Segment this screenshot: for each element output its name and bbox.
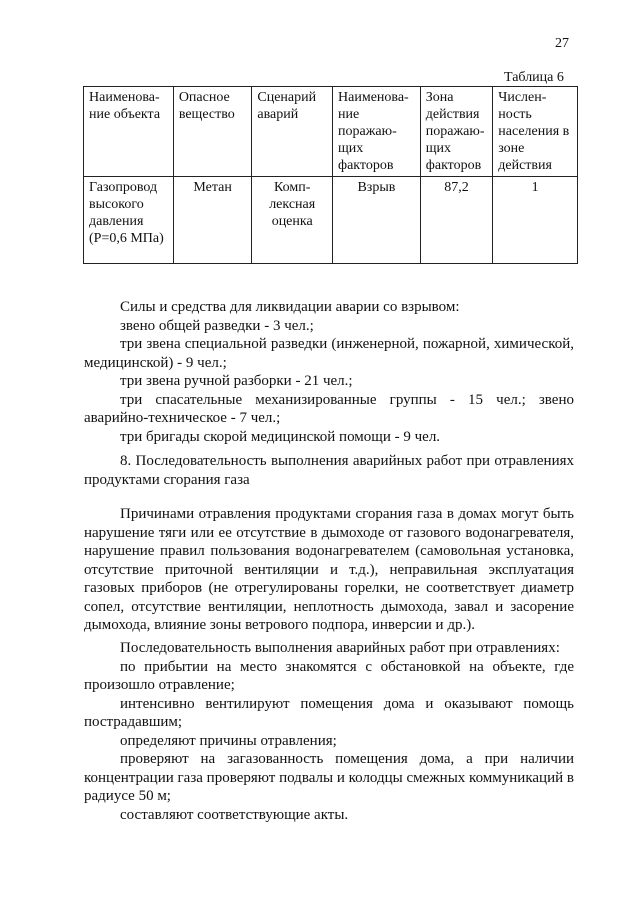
forces-block [84, 298, 574, 446]
cell-zone: 87,2 [420, 177, 492, 264]
header-object-name: Наименова-ние объекта [84, 87, 174, 177]
list-item: интенсивно вентилируют помещения дома и оказывают помощь пострадавшим; [84, 695, 574, 730]
list-item: три бригады скорой медицинской помощи - 9 чел. [120, 428, 441, 445]
header-accident-scenario: Сценарий аварий [252, 87, 333, 177]
section-8 [84, 452, 574, 489]
header-damage-factors: Наименова-ние поражаю-щих факторов [333, 87, 421, 177]
table-header-row [84, 87, 578, 177]
causes-paragraph: Причинами отравления продуктами сгорания газа в домах могут быть нарушение тяги или ее отсутствие в дымоходе от газового водонагревателя, нарушение правил пользования водонагревателем (самовольная установка, отсутствие приточной вентиляции и т.д.), неправильная эксплуатация газовых приборов (не отрегулированы горелки, не соответствует диаметр сопел, отсутствие вентиляции, неплотность дымохода, завал и засорение дымохода, влияние зоны ветрового подпора, инверсии и др.). [84, 506, 574, 633]
cell-substance: Метан [173, 177, 252, 264]
list-item: три звена ручной разборки - 21 чел.; [120, 373, 353, 389]
hazard-table [83, 86, 578, 264]
list-item: проверяют на загазованность помещения дома, а при наличии концентрации газа проверяют подвалы и колодцы смежных коммуникаций в радиусе 50 м; [84, 751, 574, 804]
list-item: составляют соответствующие акты. [120, 806, 349, 823]
page-number: 27 [555, 36, 569, 51]
table-caption: Таблица 6 [504, 70, 564, 85]
list-item: три спасательные механизированные группы - 15 чел.; звено аварийно-техническое - 7 чел.; [84, 391, 574, 426]
section-title: 8. Последовательность выполнения аварийных работ при отравлениях продуктами сгорания газа [84, 453, 574, 488]
cell-scenario: Комп-лексная оценка [252, 177, 333, 264]
list-item: по прибытии на место знакомятся с обстановкой на объекте, где произошло отравление; [84, 658, 574, 693]
header-damage-zone: Зона действия поражаю-щих факторов [420, 87, 492, 177]
list-item: звено общей разведки - 3 чел.; [120, 317, 314, 334]
cell-population: 1 [493, 177, 578, 264]
header-population: Числен-ность населения в зоне действия [493, 87, 578, 177]
causes-block [84, 505, 574, 635]
cell-object: Газопровод высокого давления (Р=0,6 МПа) [84, 177, 174, 264]
list-item: определяют причины отравления; [120, 732, 337, 749]
header-hazardous-substance: Опасное вещество [173, 87, 252, 177]
sequence-heading: Последовательность выполнения аварийных работ при отравлениях: [120, 640, 560, 656]
table-row [84, 177, 578, 264]
cell-factor: Взрыв [333, 177, 421, 264]
sequence-block [84, 639, 574, 824]
forces-heading: Силы и средства для ликвидации аварии со взрывом: [120, 299, 460, 315]
list-item: три звена специальной разведки (инженерной, пожарной, химической, медицинской) - 9 чел.; [84, 336, 574, 371]
